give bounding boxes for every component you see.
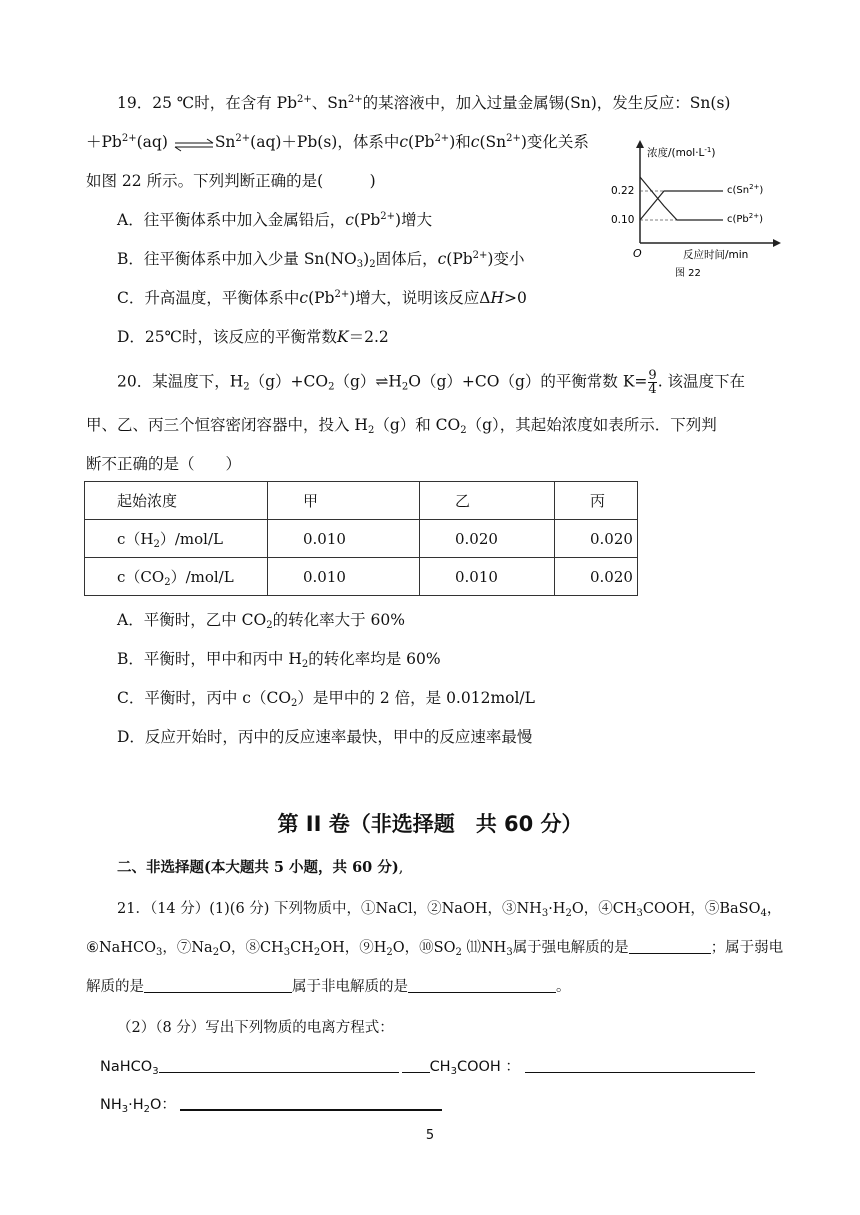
q20-line2: 甲、乙、丙三个恒容密闭容器中，投入 $H_2(g)$和 $CO_2(g)$，其起始浓度如表所示．下列判 — [86, 416, 717, 436]
y-axis-label: 浓度$/(mol\cdot L^{-1})$ — [647, 146, 716, 159]
table-cell: 0.020 — [420, 520, 555, 558]
q21-part2: （2）（8 分）写出下列物质的电离方程式： — [117, 1020, 394, 1036]
table-header-cell: 乙 — [420, 482, 555, 520]
y-tick-010: 0.10 — [611, 214, 635, 226]
sn2-label: $c(Sn^{2+})$ — [727, 183, 764, 196]
equilibrium-arrow-icon — [173, 136, 215, 150]
section-heading: 二、非选择题(本大题共 5 小题，共 60 分), — [117, 859, 404, 876]
nahco3-equation-blank-2[interactable] — [402, 1058, 430, 1073]
q21-line3: 解质的是 属于非电解质的是 。 — [86, 979, 571, 995]
non-electrolyte-answer-blank[interactable] — [408, 978, 556, 993]
table-row-label: $c(CO_2)/mol/L$ — [85, 558, 268, 596]
figure-22-graph — [605, 140, 785, 285]
q21-line1: 21．（14 分）(1)(6 分) 下列物质中，①NaCl，②NaOH，$③NH_3\cdot H_2O$，$④CH_3COOH$，⑤BaSO$_4$， — [117, 901, 782, 919]
nh3-equation-blank[interactable] — [180, 1095, 442, 1111]
table-cell: 0.020 — [555, 558, 638, 596]
origin-label: O — [633, 247, 642, 260]
table-row — [85, 520, 638, 558]
q20-line3: 断不正确的是（ ） — [86, 455, 242, 473]
q20-option-b: B．平衡时，甲中和丙中 $H_2$的转化率均是 60% — [117, 650, 441, 670]
q21-nahco3-line: NaHCO$_3$ $CH_3COOH$ ： — [100, 1056, 755, 1078]
table-row — [85, 482, 638, 520]
initial-concentration-table — [84, 481, 638, 596]
x-axis-label: 反应时间/min — [683, 249, 749, 261]
table-row-label: $c(H_2)/mol/L$ — [85, 520, 268, 558]
q20-option-d: D．反应开始时，丙中的反应速率最快，甲中的反应速率最慢 — [117, 728, 533, 746]
pb2-label: $c(Pb^{2+})$ — [727, 212, 764, 225]
q19-option-c: C．升高温度，平衡体系中$c(Pb^{2+})$增大，说明该反应ΔH>0 — [117, 289, 527, 307]
q19-line3: 如图 22 所示。下列判断正确的是( ) — [86, 172, 376, 190]
table-cell: 0.010 — [268, 558, 420, 596]
x-axis-arrow-icon — [773, 239, 781, 247]
table-cell: 0.010 — [268, 520, 420, 558]
q21-nh3-line: $NH_3\cdot H_2O$： — [100, 1094, 442, 1116]
ch3cooh-equation-blank[interactable] — [525, 1058, 755, 1073]
q19-option-a: A．往平衡体系中加入金属铅后，$c(Pb^{2+})$增大 — [117, 211, 433, 229]
q19-line2: $+Pb^{2+}(aq)$ $Sn^{2+}(aq)+Pb(s)$，体系中$c(Pb^{2+})$和$c(Sn^{2+})$变化关系 — [86, 133, 589, 151]
pb2-curve — [640, 177, 723, 220]
table-header-cell: 起始浓度 — [85, 482, 268, 520]
q20-option-c: C．平衡时，丙中 $c(CO_2)$是甲中的 2 倍，是 0.012mol/L — [117, 689, 535, 709]
figure-caption: 图 22 — [675, 268, 701, 279]
nahco3-equation-blank[interactable] — [159, 1058, 399, 1073]
q19-option-b: B．往平衡体系中加入少量 $Sn(NO_3)_2$固体后，$c(Pb^{2+})$变小 — [117, 250, 525, 270]
k-fraction: $\frac{9}{4}$ — [648, 368, 657, 397]
q19-option-d: D．25℃时，该反应的平衡常数K＝2.2 — [117, 328, 389, 346]
weak-electrolyte-answer-blank[interactable] — [144, 978, 292, 993]
table-cell: 0.020 — [555, 520, 638, 558]
q19-line1: 19．25 ℃时，在含有 $Pb^{2+}$、$Sn^{2+}$的某溶液中，加入过量金属锡(Sn)，发生反应：Sn(s) — [117, 94, 731, 112]
y-axis-arrow-icon — [636, 140, 644, 148]
q21-line2: ⑥NaHCO$_3$，$⑦Na_2O$，$⑧CH_3CH_2OH$，$⑨H_2O$，$⑩SO_2$ $⑾NH_3$属于强电解质的是 ；属于弱电 — [86, 940, 784, 958]
table-row — [85, 558, 638, 596]
q20-option-a: A．平衡时，乙中 $CO_2$的转化率大于 60% — [117, 611, 405, 631]
q20-line1: 20．某温度下，$H_2(g)+CO_2(g)\rightleftharpoons H_2O(g)+CO(g)$的平衡常数 K= $\frac{9}{4}$ . 该温度下在 — [117, 368, 746, 397]
strong-electrolyte-answer-blank[interactable] — [629, 939, 711, 954]
y-tick-022: 0.22 — [611, 185, 635, 197]
table-header-cell: 丙 — [555, 482, 638, 520]
page-number: 5 — [425, 1128, 435, 1143]
table-cell: 0.010 — [420, 558, 555, 596]
section-title: 第 II 卷（非选择题 共 60 分） — [277, 812, 583, 836]
table-header-cell: 甲 — [268, 482, 420, 520]
sn2-curve — [640, 191, 723, 220]
